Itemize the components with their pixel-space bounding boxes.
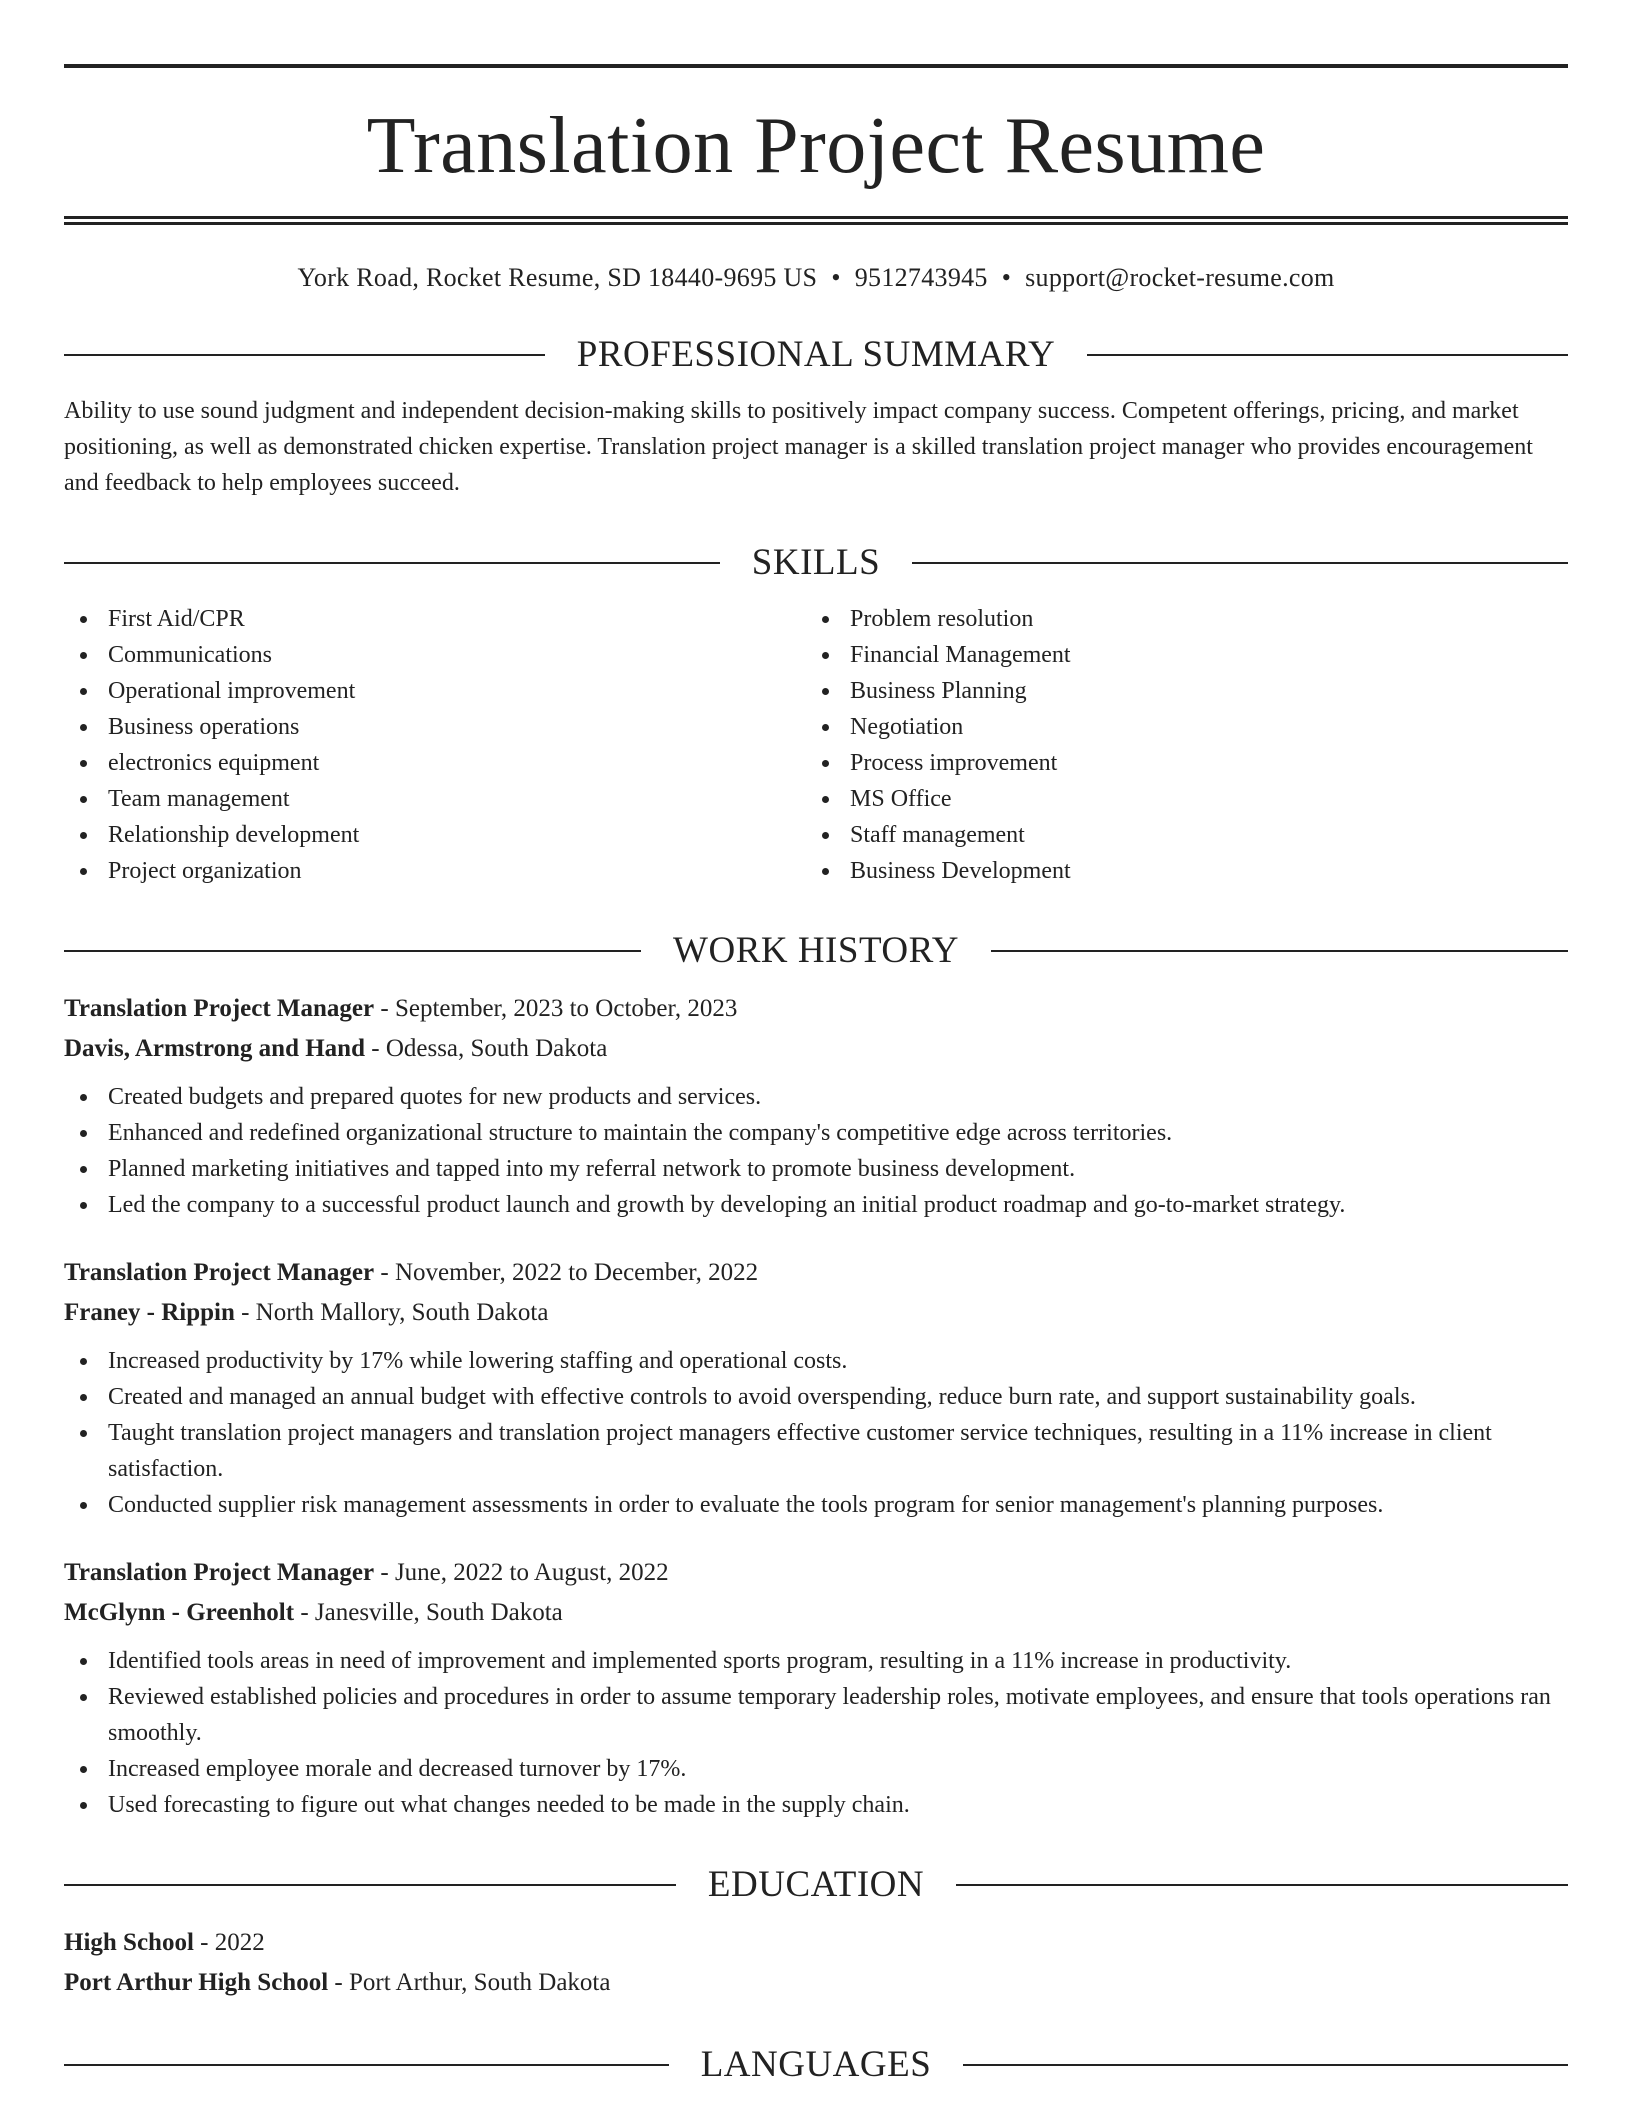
divider-line	[64, 2064, 669, 2066]
job-company-line	[64, 1029, 1568, 1069]
skill-item: MS Office	[806, 781, 1548, 817]
resume-page	[64, 64, 1568, 2085]
education-location: - Port Arthur, South Dakota	[328, 1969, 611, 1996]
section-title-education: EDUCATION	[707, 1864, 925, 1905]
job-bullet: Led the company to a successful product launch and growth by developing an initial product roadmap and go-to-market strategy.	[64, 1187, 1568, 1223]
job-entry	[64, 1553, 1568, 1823]
education-school-line	[64, 1963, 1568, 2003]
job-title-line	[64, 1253, 1568, 1293]
job-location: - Odessa, South Dakota	[365, 1035, 608, 1062]
job-bullet: Reviewed established policies and procedures in order to assume temporary leadership roles, motivate employees, and ensure that tools operations ran smoothly.	[64, 1679, 1568, 1751]
contact-address: York Road, Rocket Resume, SD 18440-9695 US	[297, 263, 818, 292]
contact-separator: •	[831, 263, 841, 292]
divider-line	[64, 562, 720, 564]
job-company-line	[64, 1293, 1568, 1333]
job-bullet: Taught translation project managers and translation project managers effective customer service techniques, resulting in a 11% increase in client satisfaction.	[64, 1415, 1568, 1487]
skill-item: Business Development	[806, 853, 1548, 889]
job-company: Davis, Armstrong and Hand	[64, 1035, 365, 1062]
divider-line	[963, 2064, 1568, 2066]
job-dates: - June, 2022 to August, 2022	[374, 1559, 669, 1586]
divider-line	[956, 1884, 1568, 1886]
job-dates: - November, 2022 to December, 2022	[374, 1259, 759, 1286]
job-bullet: Increased productivity by 17% while lowering staffing and operational costs.	[64, 1343, 1568, 1379]
contact-phone: 9512743945	[854, 263, 988, 292]
job-bullet: Conducted supplier risk management assessments in order to evaluate the tools program for senior management's planning purposes.	[64, 1487, 1568, 1523]
job-entry	[64, 989, 1568, 1223]
skill-item: Business operations	[64, 709, 806, 745]
job-title: Translation Project Manager	[64, 995, 375, 1022]
section-title-languages: LANGUAGES	[700, 2044, 932, 2085]
job-company: Franey - Rippin	[64, 1299, 235, 1326]
skill-item: Process improvement	[806, 745, 1548, 781]
section-header-skills	[64, 543, 1568, 583]
title-double-rule	[64, 216, 1568, 225]
section-header-work	[64, 931, 1568, 971]
contact-separator: •	[1001, 263, 1012, 292]
job-company-line	[64, 1593, 1568, 1633]
job-bullet: Created and managed an annual budget with effective controls to avoid overspending, reduce burn rate, and support sustainability goals.	[64, 1379, 1568, 1415]
contact-email: support@rocket-resume.com	[1025, 263, 1335, 292]
education-year: - 2022	[193, 1929, 265, 1956]
divider-line	[912, 562, 1568, 564]
job-bullet: Increased employee morale and decreased turnover by 17%.	[64, 1751, 1568, 1787]
job-location: - Janesville, South Dakota	[294, 1599, 563, 1626]
job-bullets	[64, 1643, 1568, 1823]
skill-item: First Aid/CPR	[64, 601, 806, 637]
skill-item: Operational improvement	[64, 673, 806, 709]
skill-item: Business Planning	[806, 673, 1548, 709]
job-bullet: Identified tools areas in need of improvement and implemented sports program, resulting in a 11% increase in productivity.	[64, 1643, 1568, 1679]
section-header-education	[64, 1865, 1568, 1905]
job-title-line	[64, 989, 1568, 1029]
skills-list-left	[64, 601, 806, 889]
skills-list-right	[806, 601, 1548, 889]
skill-item: Problem resolution	[806, 601, 1548, 637]
job-bullets	[64, 1343, 1568, 1523]
skill-item: Relationship development	[64, 817, 806, 853]
divider-line	[1087, 354, 1568, 356]
job-bullet: Planned marketing initiatives and tapped into my referral network to promote business development.	[64, 1151, 1568, 1187]
divider-line	[64, 950, 641, 952]
job-title-line	[64, 1553, 1568, 1593]
education-degree-line	[64, 1923, 1568, 1963]
education-entry	[64, 1923, 1568, 2003]
resume-title: Translation Project Resume	[366, 102, 1266, 190]
summary-text: Ability to use sound judgment and independent decision-making skills to positively impact company success. Competent offerings, pricing, and market positioning, as well as demonstrated chicken expertise. Translation project manager is a skilled translation project manager who provides encouragement and feedback to help employees succeed.	[64, 398, 1533, 496]
job-bullets	[64, 1079, 1568, 1223]
education-school: Port Arthur High School	[64, 1969, 329, 1996]
job-bullet: Created budgets and prepared quotes for new products and services.	[64, 1079, 1568, 1115]
job-dates: - September, 2023 to October, 2023	[374, 995, 738, 1022]
skill-item: Communications	[64, 637, 806, 673]
job-location: - North Mallory, South Dakota	[234, 1299, 549, 1326]
skill-item: Financial Management	[806, 637, 1548, 673]
skill-item: Team management	[64, 781, 806, 817]
job-bullet: Enhanced and redefined organizational structure to maintain the company's competitive edge across territories.	[64, 1115, 1568, 1151]
job-entry	[64, 1253, 1568, 1523]
section-title-work: WORK HISTORY	[673, 930, 959, 971]
section-title-skills: SKILLS	[751, 542, 881, 583]
skill-item: Project organization	[64, 853, 806, 889]
section-header-languages	[64, 2045, 1568, 2085]
top-rule	[64, 64, 1568, 68]
education-degree: High School	[64, 1929, 194, 1956]
divider-line	[64, 354, 545, 356]
skills-columns	[64, 601, 1568, 889]
divider-line	[64, 1884, 676, 1886]
divider-line	[991, 950, 1568, 952]
contact-line	[64, 263, 1568, 293]
skill-item: Staff management	[806, 817, 1548, 853]
job-company: McGlynn - Greenholt	[64, 1599, 295, 1626]
skill-item: Negotiation	[806, 709, 1548, 745]
job-title: Translation Project Manager	[64, 1259, 375, 1286]
section-header-summary	[64, 335, 1568, 375]
section-title-summary: PROFESSIONAL SUMMARY	[576, 334, 1056, 375]
job-bullet: Used forecasting to figure out what changes needed to be made in the supply chain.	[64, 1787, 1568, 1823]
skill-item: electronics equipment	[64, 745, 806, 781]
job-title: Translation Project Manager	[64, 1559, 375, 1586]
